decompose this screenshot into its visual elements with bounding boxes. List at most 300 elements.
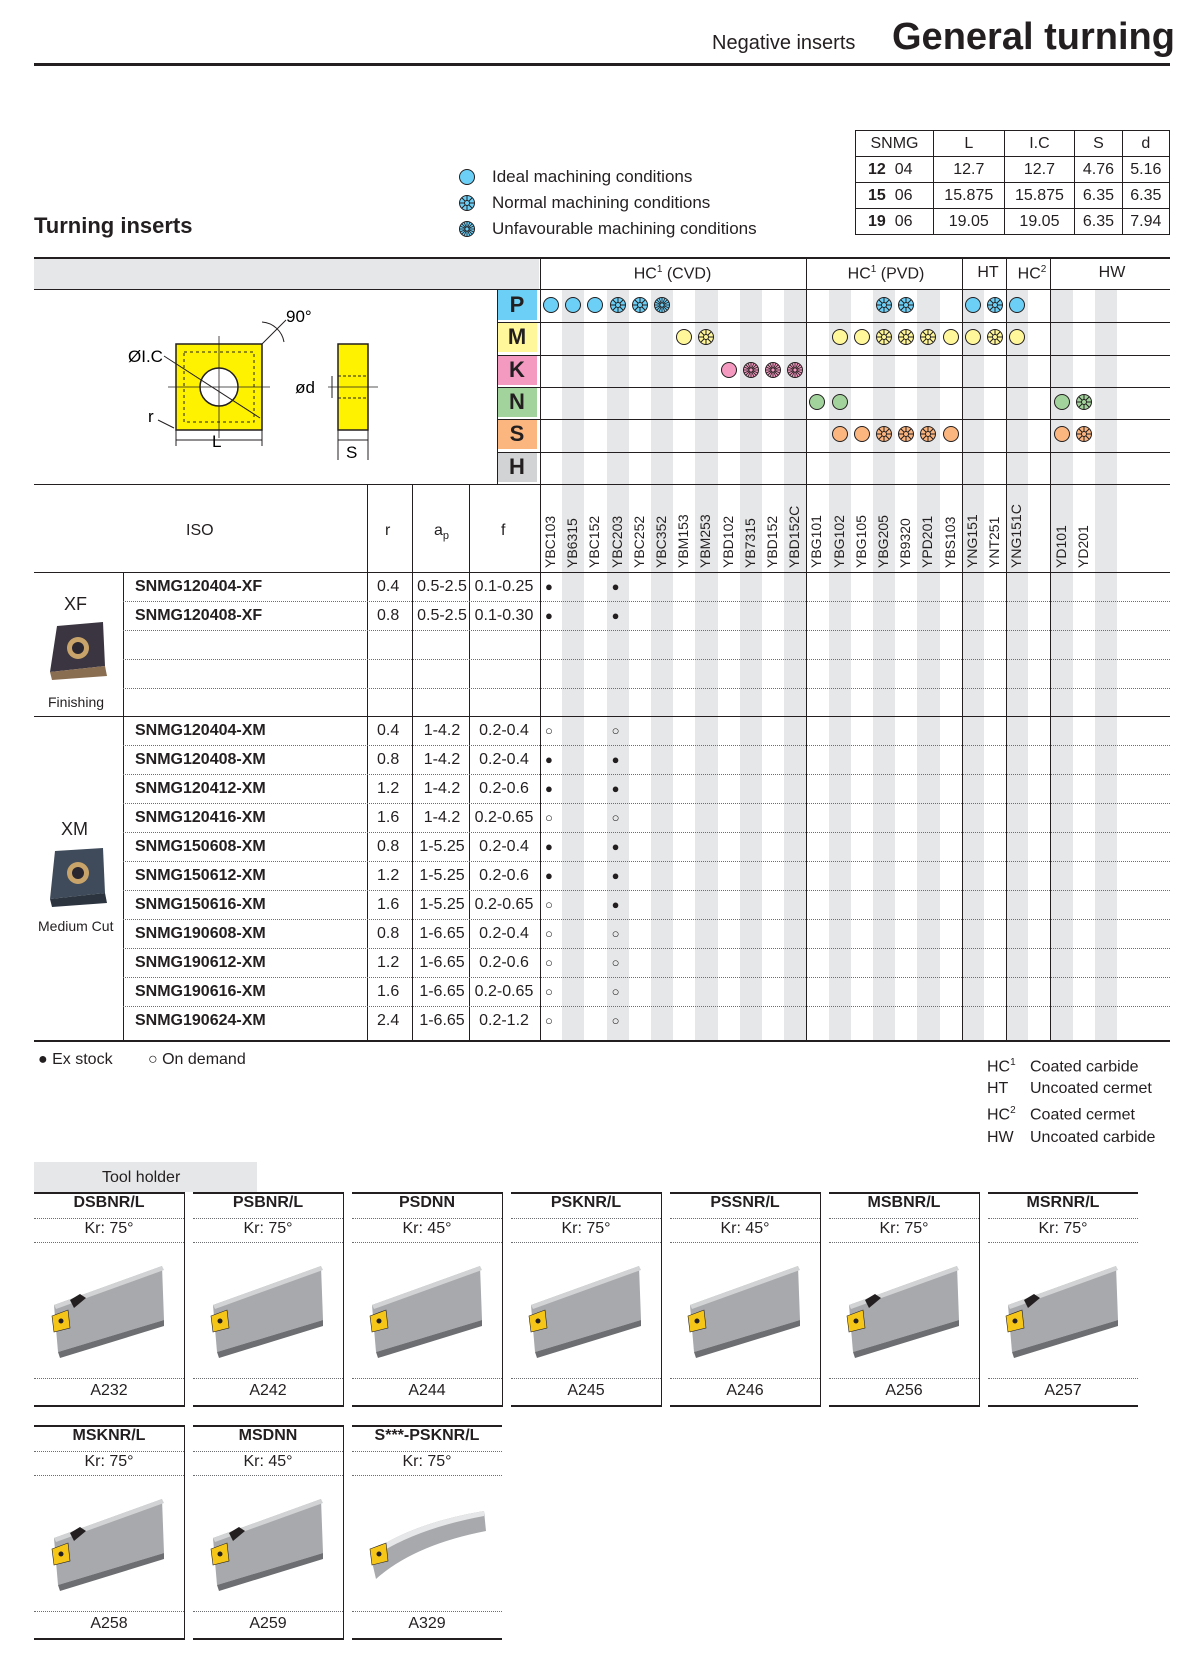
material-k: K: [497, 355, 537, 385]
grade-column-shade: [962, 289, 984, 1040]
card-dotted-rule: [193, 1611, 343, 1612]
ideal-condition-icon: [1008, 296, 1026, 314]
grade-label: YB9320: [897, 518, 914, 568]
feed-value: 0.2-0.4: [479, 751, 529, 768]
legend-unfavourable-label: Unfavourable machining conditions: [492, 219, 757, 238]
xm-insert-photo: [47, 845, 109, 907]
grade-label: YBM153: [675, 514, 692, 568]
card-dotted-rule: [829, 1218, 979, 1219]
ideal-condition-icon: [1008, 328, 1026, 346]
grade-legend-desc: Coated cermet: [1030, 1106, 1135, 1124]
stock-mark: ●: [611, 752, 620, 767]
insert-photo-icon: [47, 620, 109, 680]
grade-legend-code: [987, 1127, 1030, 1149]
grade-label: YBG205: [875, 515, 891, 568]
normal-condition-icon: [919, 425, 937, 443]
stock-mark: ●: [611, 839, 620, 854]
row-divider: [123, 890, 1170, 891]
material-m: M: [497, 322, 537, 352]
tool-holder-page-ref: A259: [249, 1615, 287, 1632]
table-rule: [34, 716, 1170, 717]
unfavourable-condition-icon: [742, 361, 760, 379]
tool-holder-card[interactable]: [511, 1192, 661, 1407]
stock-mark: ○: [545, 723, 553, 738]
tool-holder-kr: Kr: 75°: [1038, 1220, 1088, 1237]
ideal-condition-icon: [564, 296, 582, 314]
normal-condition-icon: [1075, 425, 1093, 443]
iso-code: SNMG190608-XM: [135, 925, 266, 942]
grade-label: YBD152: [764, 515, 780, 568]
iso-code: SNMG150616-XM: [135, 896, 266, 913]
ap-value: 1-4.2: [423, 780, 461, 797]
grade-label: YPD201: [919, 515, 936, 568]
tool-holder-image: [988, 1250, 1138, 1370]
group-label-pvd: [806, 264, 966, 283]
row-divider: [123, 919, 1170, 920]
l-label: L: [212, 432, 222, 451]
xf-code: XF: [64, 594, 88, 614]
dim-ic: 15.875: [1004, 183, 1075, 209]
feed-value: 0.2-0.4: [479, 722, 529, 739]
header-subtitle: Negative inserts: [712, 32, 856, 54]
normal-condition-icon: [897, 425, 915, 443]
grade-column-shade: [917, 289, 939, 1040]
tool-holder-name: MSBNR/L: [867, 1194, 941, 1211]
card-dotted-rule: [670, 1218, 820, 1219]
dim-size: 19: [868, 212, 886, 230]
material-h: H: [497, 452, 537, 482]
normal-condition-icon: [875, 328, 893, 346]
grade-legend-code: [987, 1078, 1030, 1100]
group-code: HT: [977, 264, 999, 281]
tool-holder-page-ref: A244: [408, 1382, 446, 1399]
grade-label: YBC103: [542, 515, 558, 568]
card-dotted-rule: [193, 1242, 343, 1243]
feed-value: 0.2-0.65: [474, 809, 534, 826]
ap-header-sub: p: [442, 530, 450, 543]
grade-legend-desc: Uncoated cermet: [1030, 1080, 1152, 1098]
ideal-condition-icon: [964, 296, 982, 314]
feed-value: 0.2-0.4: [479, 838, 529, 855]
feed-value: 0.2-0.6: [479, 954, 529, 971]
grade-column-shade: [784, 289, 806, 1040]
ideal-condition-icon: [808, 393, 826, 411]
radius-value: 1.2: [377, 954, 400, 971]
radius-value: 0.8: [377, 925, 400, 942]
card-divider: [979, 1192, 980, 1407]
ap-value: 1-6.65: [419, 983, 465, 1000]
feed-value: 0.2-0.65: [474, 896, 534, 913]
group-label-cvd: [540, 264, 805, 283]
tool-holder-name: PSBNR/L: [232, 1194, 304, 1211]
grade-column-shade: [1095, 289, 1117, 1040]
stock-mark: ○: [611, 723, 620, 738]
card-dotted-rule: [34, 1475, 184, 1476]
material-col-rule: [497, 290, 498, 484]
tool-holder-card[interactable]: [988, 1192, 1138, 1407]
dim-l: 19.05: [933, 209, 1004, 235]
dim-s: 4.76: [1075, 157, 1122, 183]
row-divider: [123, 832, 1170, 833]
grade-label: YBG101: [808, 515, 825, 568]
stock-mark: ○: [545, 926, 553, 941]
tool-holder-kr: Kr: 45°: [402, 1220, 452, 1237]
grade-label: YNG151: [963, 514, 980, 568]
stock-mark: ○: [611, 926, 620, 941]
card-bottom-rule: [352, 1405, 502, 1407]
tool-holder-card[interactable]: [193, 1425, 343, 1640]
radius-value: 0.8: [377, 607, 400, 624]
grade-sup: 2: [1010, 1105, 1016, 1117]
card-dotted-rule: [193, 1218, 343, 1219]
tool-holder-page-ref: A256: [885, 1382, 923, 1399]
ap-value: 1-4.2: [423, 751, 461, 768]
card-bottom-rule: [34, 1638, 184, 1640]
stock-mark: ○: [611, 1013, 620, 1028]
xf-insert-photo: [47, 620, 109, 680]
iso-code: SNMG150608-XM: [135, 838, 266, 855]
radius-value: 0.4: [377, 722, 400, 739]
tool-holder-card[interactable]: [670, 1192, 820, 1407]
group-code: HW: [1098, 264, 1126, 281]
material-s: S: [497, 419, 537, 449]
grade-legend-row: [987, 1100, 1155, 1126]
radius-value: 0.4: [377, 578, 400, 595]
card-dotted-rule: [34, 1242, 184, 1243]
tool-holder-image: [670, 1250, 820, 1370]
row-divider: [123, 688, 1170, 689]
card-dotted-rule: [670, 1378, 820, 1379]
tool-holder-page-ref: A329: [408, 1615, 446, 1632]
iso-code: SNMG190624-XM: [135, 1012, 266, 1029]
feed-value: 0.1-0.25: [474, 578, 534, 595]
radius-value: 0.8: [377, 751, 400, 768]
f-col-rule: [469, 484, 470, 1040]
table-header-band: [34, 257, 539, 289]
group-divider: [1006, 257, 1007, 1040]
stock-mark: ○: [611, 955, 620, 970]
ideal-condition-icon: [1053, 425, 1071, 443]
dim-size: 12: [868, 160, 886, 178]
tool-holder-image: [193, 1250, 343, 1370]
grade-column-shade: [695, 289, 717, 1040]
row-divider: [123, 977, 1170, 978]
card-bottom-rule: [352, 1638, 502, 1640]
grade-legend-desc: Uncoated carbide: [1030, 1128, 1156, 1146]
card-dotted-rule: [352, 1242, 502, 1243]
stock-mark: ●: [545, 579, 553, 594]
tool-holder-kr: Kr: 75°: [402, 1453, 452, 1470]
ap-value: 0.5-2.5: [417, 607, 467, 624]
normal-condition-icon: [631, 296, 649, 314]
tool-holder-image: [829, 1250, 979, 1370]
radius-value: 1.6: [377, 896, 400, 913]
ap-value: 1-4.2: [423, 809, 461, 826]
tool-holder-kr: Kr: 75°: [561, 1220, 611, 1237]
stock-mark: ○: [545, 955, 553, 970]
grade-label: YBC203: [608, 515, 625, 568]
tool-holder-page-ref: A257: [1044, 1382, 1082, 1399]
unfavourable-condition-icon: [786, 361, 804, 379]
on-demand-legend: ○ On demand: [148, 1051, 246, 1068]
iso-code: SNMG120412-XM: [135, 780, 266, 797]
legend-normal-label: Normal machining conditions: [492, 193, 711, 212]
group-label-hc2: [1010, 264, 1054, 283]
card-dotted-rule: [34, 1378, 184, 1379]
tool-holder-name: PSKNR/L: [550, 1194, 622, 1211]
group-sup: 1: [656, 264, 663, 275]
ideal-condition-icon: [1053, 393, 1071, 411]
card-bottom-rule: [829, 1405, 979, 1407]
ap-header-label: a: [434, 522, 443, 539]
material-row-rule: [497, 355, 1170, 356]
card-dotted-rule: [511, 1242, 661, 1243]
iso-code: SNMG190616-XM: [135, 983, 266, 1000]
iso-header: ISO: [186, 522, 214, 539]
tool-holder-name: DSBNR/L: [73, 1194, 145, 1211]
f-header: f: [501, 522, 506, 539]
ic-label: ØI.C: [128, 347, 163, 366]
tool-holder-name: PSDNN: [398, 1194, 455, 1211]
grade-label: YBC352: [653, 515, 669, 568]
tool-holder-card[interactable]: [352, 1192, 502, 1407]
grade-label: YD201: [1074, 525, 1091, 568]
iso-col-rule: [123, 572, 124, 1040]
iso-code: SNMG120404-XM: [135, 722, 266, 739]
card-dotted-rule: [34, 1451, 184, 1452]
row-divider: [123, 601, 1170, 602]
tool-holder-image: [352, 1250, 502, 1370]
iso-code: SNMG150612-XM: [135, 867, 266, 884]
grade-label: YBG105: [852, 515, 869, 568]
dim-header: S: [1075, 131, 1122, 157]
xm-code: XM: [61, 819, 88, 839]
grade-code: HW: [987, 1128, 1014, 1146]
r-leader: [158, 420, 174, 428]
dim-d: 5.16: [1122, 157, 1169, 183]
group-sup: 2: [1040, 264, 1047, 275]
group-suffix: (PVD): [876, 265, 925, 283]
tool-holder-image: [352, 1483, 502, 1603]
radius-value: 2.4: [377, 1012, 400, 1029]
radius-value: 1.6: [377, 809, 400, 826]
grade-sup: 1: [1010, 1057, 1016, 1068]
tool-holder-kr: Kr: 75°: [879, 1220, 929, 1237]
grade-code: HT: [987, 1080, 1009, 1098]
ideal-condition-icon: [675, 328, 693, 346]
grade-legend-row: [987, 1127, 1155, 1149]
xf-caption: Finishing: [48, 694, 105, 710]
tool-holder-card[interactable]: [34, 1192, 184, 1407]
iso-code: SNMG120404-XF: [135, 578, 263, 595]
ap-value: 1-4.2: [423, 722, 461, 739]
grade-label: YBD102: [719, 515, 736, 568]
stock-mark: ●: [545, 781, 553, 796]
stock-mark: ●: [545, 608, 553, 623]
radius-value: 1.2: [377, 867, 400, 884]
row-divider: [123, 1006, 1170, 1007]
normal-condition-icon: [1075, 393, 1093, 411]
card-divider: [343, 1425, 344, 1640]
normal-condition-icon: [875, 296, 893, 314]
ap-value: 1-5.25: [419, 838, 465, 855]
grade-column-shade: [562, 289, 584, 1040]
tool-holder-image: [34, 1483, 184, 1603]
header-title: General turning: [892, 16, 1175, 58]
r-col-rule: [367, 484, 368, 1040]
iso-code: SNMG120416-XM: [135, 809, 266, 826]
tool-holder-name: PSSNR/L: [710, 1194, 780, 1211]
grade-label: YBS103: [941, 516, 958, 568]
grade-block-rule: [540, 257, 541, 1040]
group-divider: [962, 257, 963, 1040]
dim-d: 7.94: [1122, 209, 1169, 235]
tool-holder-kr: Kr: 75°: [243, 1220, 293, 1237]
tool-holder-name: MSRNR/L: [1026, 1194, 1100, 1211]
stock-mark: ●: [611, 579, 620, 594]
normal-condition-icon: [697, 328, 715, 346]
card-dotted-rule: [352, 1378, 502, 1379]
normal-condition-icon: [919, 328, 937, 346]
normal-condition-icon: [986, 296, 1004, 314]
grade-label: YBC252: [630, 515, 647, 568]
dim-header: SNMG: [856, 131, 934, 157]
ideal-condition-icon: [942, 425, 960, 443]
tool-holder-page-ref: A258: [90, 1615, 128, 1632]
card-bottom-rule: [988, 1405, 1138, 1407]
grade-label: YB7315: [741, 518, 758, 568]
group-divider: [806, 257, 807, 1040]
tool-holder-card[interactable]: [193, 1192, 343, 1407]
card-dotted-rule: [988, 1218, 1138, 1219]
card-dotted-rule: [193, 1475, 343, 1476]
stock-mark: ○: [545, 1013, 553, 1028]
card-dotted-rule: [352, 1218, 502, 1219]
grade-label: YD101: [1052, 525, 1069, 568]
group-divider: [1050, 257, 1051, 1040]
feed-value: 0.2-0.6: [479, 780, 529, 797]
tool-holder-card[interactable]: [829, 1192, 979, 1407]
group-label-ht: [966, 264, 1010, 282]
stock-mark: ●: [611, 781, 620, 796]
group-label-hw: [1054, 264, 1170, 282]
card-dotted-rule: [352, 1451, 502, 1452]
radius-value: 1.2: [377, 780, 400, 797]
dim-d: 6.35: [1122, 183, 1169, 209]
stock-mark: ●: [611, 608, 620, 623]
table-top-rule: [34, 257, 1170, 259]
unfavourable-condition-icon: [764, 361, 782, 379]
ideal-condition-icon: [942, 328, 960, 346]
tool-holder-page-ref: A246: [726, 1382, 764, 1399]
dim-s: 6.35: [1075, 183, 1122, 209]
stock-mark: ●: [611, 868, 620, 883]
dim-l: 12.7: [933, 157, 1004, 183]
tool-holder-image: [34, 1250, 184, 1370]
normal-condition-icon: [609, 296, 627, 314]
d-label: ød: [295, 378, 315, 397]
s-label: S: [346, 443, 358, 462]
card-bottom-rule: [193, 1638, 343, 1640]
grade-label: YBD152C: [786, 505, 803, 568]
card-dotted-rule: [511, 1218, 661, 1219]
table-rule: [34, 484, 1170, 485]
card-dotted-rule: [511, 1378, 661, 1379]
dim-s: 6.35: [1075, 209, 1122, 235]
card-dotted-rule: [352, 1475, 502, 1476]
dim-header: I.C: [1004, 131, 1075, 157]
grade-legend-code: [987, 1100, 1030, 1126]
dim-thickness: 06: [894, 186, 913, 204]
card-divider: [184, 1425, 185, 1640]
material-row-rule: [497, 419, 1170, 420]
grade-legend: [987, 1052, 1155, 1149]
table-rule: [34, 572, 1170, 573]
stock-mark: ○: [545, 810, 553, 825]
row-divider: [123, 659, 1170, 660]
tool-holder-image: [193, 1483, 343, 1603]
ideal-condition-icon: [831, 425, 849, 443]
ap-value: 1-5.25: [419, 896, 465, 913]
card-dotted-rule: [829, 1378, 979, 1379]
grade-label: YBG102: [830, 515, 847, 568]
card-divider: [502, 1192, 503, 1407]
tool-holder-card[interactable]: [34, 1425, 184, 1640]
card-divider: [343, 1192, 344, 1407]
card-bottom-rule: [34, 1405, 184, 1407]
tool-holder-card[interactable]: [352, 1425, 502, 1640]
card-dotted-rule: [34, 1611, 184, 1612]
grade-legend-row: [987, 1078, 1155, 1100]
insert-diagram: [110, 300, 420, 470]
ex-stock-legend: ● Ex stock: [38, 1051, 113, 1068]
dim-thickness: 04: [894, 160, 913, 178]
ap-header: [434, 522, 449, 542]
feed-value: 0.2-0.6: [479, 867, 529, 884]
iso-code: SNMG120408-XF: [135, 607, 263, 624]
ideal-condition-icon: [964, 328, 982, 346]
normal-condition-icon: [875, 425, 893, 443]
group-code: HC: [633, 265, 657, 283]
legend-ideal-label: Ideal machining conditions: [492, 167, 693, 186]
feed-value: 0.2-0.4: [479, 925, 529, 942]
tool-holder-name: S***-PSKNR/L: [374, 1427, 480, 1444]
grade-legend-desc: Coated carbide: [1030, 1058, 1139, 1076]
r-label: r: [148, 407, 154, 426]
grade-code: HC: [987, 1106, 1011, 1124]
xm-caption: Medium Cut: [38, 918, 114, 934]
table-header-rule: [34, 289, 1170, 290]
feed-value: 0.1-0.30: [474, 607, 534, 624]
angle-line: [262, 320, 286, 344]
card-bottom-rule: [511, 1405, 661, 1407]
card-dotted-rule: [34, 1218, 184, 1219]
grade-legend-row: [987, 1052, 1155, 1078]
normal-condition-icon: [986, 328, 1004, 346]
card-dotted-rule: [988, 1378, 1138, 1379]
card-dotted-rule: [670, 1242, 820, 1243]
stock-mark: ●: [611, 897, 620, 912]
grade-column-shade: [740, 289, 762, 1040]
ideal-condition-icon: [831, 393, 849, 411]
ap-value: 1-5.25: [419, 867, 465, 884]
stock-mark: ●: [545, 839, 553, 854]
tool-holder-image: [511, 1250, 661, 1370]
tool-holder-kr: Kr: 45°: [243, 1453, 293, 1470]
ideal-condition-icon: [542, 296, 560, 314]
group-suffix: (CVD): [662, 265, 712, 283]
table-bottom-rule: [34, 1040, 1170, 1042]
